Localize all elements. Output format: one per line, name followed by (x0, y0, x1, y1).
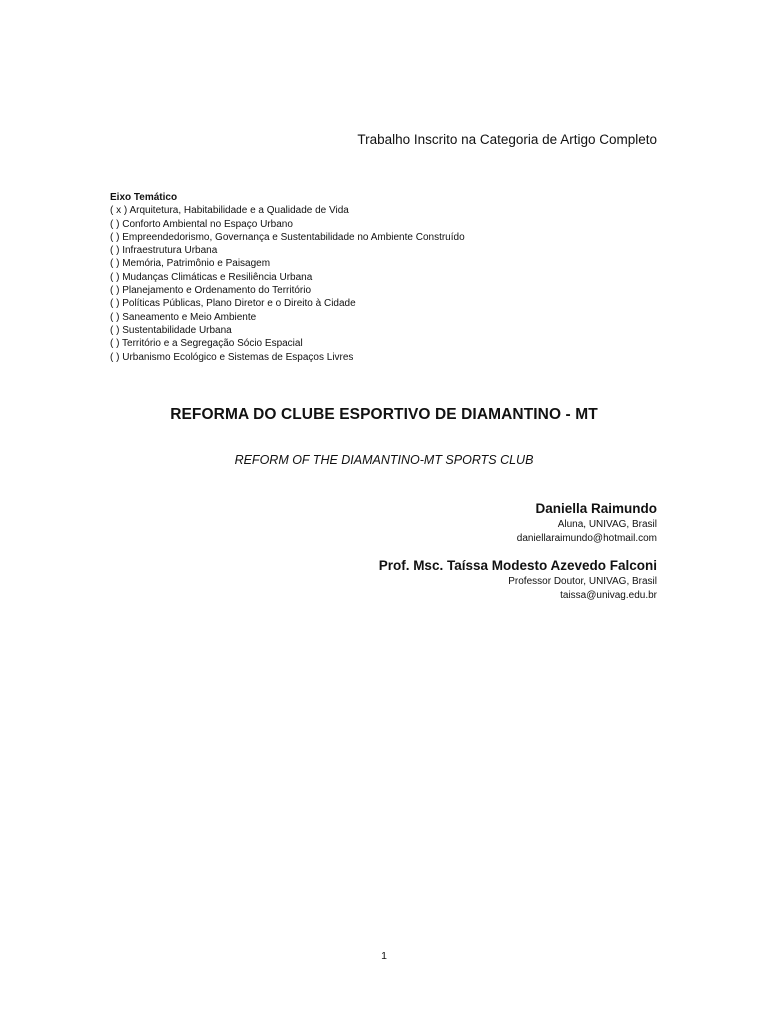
thematic-axis-item: ( ) Políticas Públicas, Plano Diretor e o Direito à Cidade (110, 298, 356, 310)
thematic-axis-item: ( ) Infraestrutura Urbana (110, 245, 218, 257)
author-affiliation: Aluna, UNIVAG, Brasil (557, 519, 657, 530)
thematic-axis-item: ( ) Saneamento e Meio Ambiente (110, 311, 257, 323)
thematic-axis-item: ( ) Planejamento e Ordenamento do Território (110, 285, 312, 297)
author-email: daniellaraimundo@hotmail.com (516, 532, 657, 544)
thematic-axis-item: ( ) Empreendedorismo, Governança e Sustentabilidade no Ambiente Construído (110, 231, 465, 243)
thematic-axis-title: Eixo Temático (110, 192, 178, 203)
thematic-axis-item: ( ) Sustentabilidade Urbana (110, 324, 232, 336)
thematic-axis-item: ( ) Memória, Patrimônio e Paisagem (110, 258, 271, 270)
thematic-axis-item: ( ) Mudanças Climáticas e Resiliência Urbana (110, 271, 313, 283)
author-email: taissa@univag.edu.br (560, 589, 657, 601)
submission-category: Trabalho Inscrito na Categoria de Artigo Completo (357, 132, 657, 147)
thematic-axis-item: ( ) Urbanismo Ecológico e Sistemas de Espaços Livres (110, 351, 354, 363)
page-number: 1 (381, 950, 387, 962)
author-name: Daniella Raimundo (535, 501, 657, 516)
author-block (379, 557, 657, 602)
thematic-axis-item: ( ) Território e a Segregação Sócio Espacial (110, 338, 303, 350)
author-name: Prof. Msc. Taíssa Modesto Azevedo Falconi (378, 558, 657, 573)
thematic-axis-list (110, 191, 465, 364)
thematic-axis-item: ( x ) Arquitetura, Habitabilidade e a Qualidade de Vida (110, 205, 349, 217)
author-affiliation: Professor Doutor, UNIVAG, Brasil (508, 576, 657, 587)
paper-title: REFORMA DO CLUBE ESPORTIVO DE DIAMANTINO - MT (170, 406, 598, 423)
paper-title-english: REFORM OF THE DIAMANTINO-MT SPORTS CLUB (234, 453, 534, 467)
thematic-axis-item: ( ) Conforto Ambiental no Espaço Urbano (110, 218, 293, 230)
author-block (517, 500, 657, 545)
